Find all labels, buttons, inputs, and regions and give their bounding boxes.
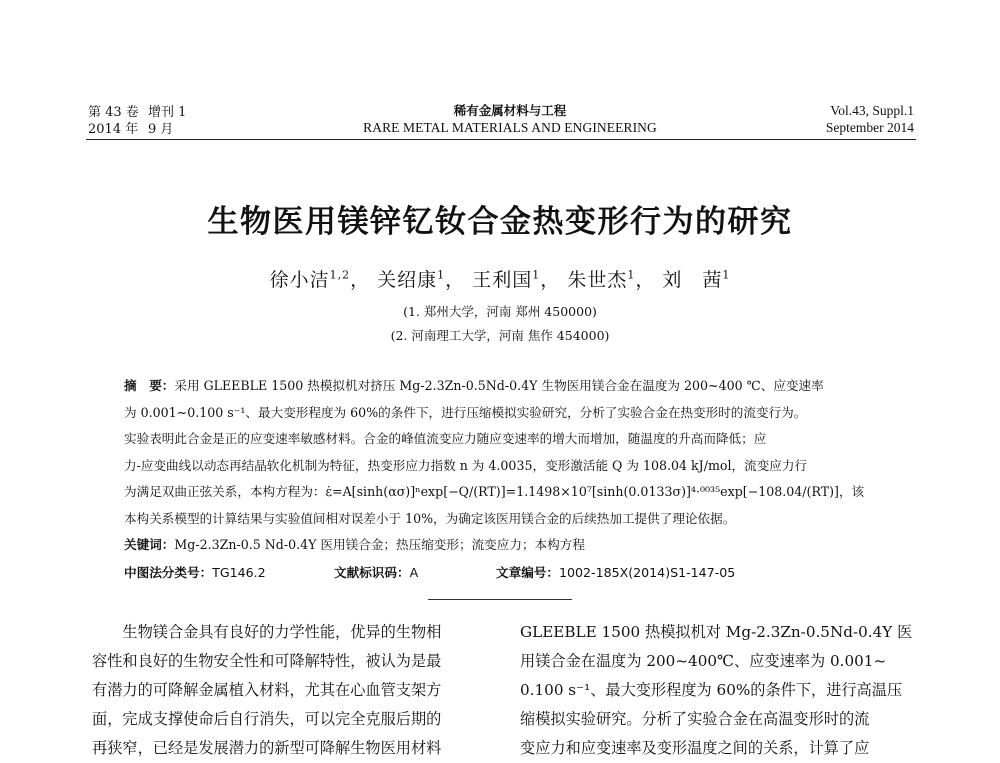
affiliation-1: (1. 郑州大学，河南 郑州 450000) [403, 304, 597, 319]
date-en: September 2014 [825, 120, 914, 135]
paper-title: 生物医用镁锌钇钕合金热变形行为的研究 [207, 204, 793, 240]
volume-cn: 第 43 卷 [88, 105, 139, 120]
month-cn: 9 月 [148, 122, 174, 137]
keywords [124, 532, 890, 559]
body-line: 0.100 s⁻¹、最大变形程度为 60%的条件下，进行高温压 [520, 681, 903, 699]
document-code: 文献标识码：A [334, 565, 419, 580]
abstract-label: 摘 要： [124, 378, 175, 393]
body-line: 缩模拟实验研究。分析了实验合金在高温变形时的流 [520, 710, 870, 728]
abstract-line: 摘 要：采用 GLEEBLE 1500 热模拟机对挤压 Mg-2.3Zn-0.5Nd-0.4Y 生物医用镁合金在温度为 200~400 ℃、应变速率 [124, 378, 824, 393]
supplement-cn: 增刊 1 [148, 105, 187, 120]
abstract-line: 实验表明此合金是正的应变速率敏感材料。合金的峰值流变应力随应变速率的增大而增加，随温度的升高而降低；应 [124, 431, 767, 446]
body-column-left [92, 618, 494, 763]
section-divider [428, 599, 572, 600]
journal-volume-en [826, 102, 914, 136]
abstract [124, 373, 890, 559]
abstract-line: 为 0.001~0.100 s⁻¹、最大变形程度为 60%的条件下，进行压缩模拟实验研究，分析了实验合金在热变形时的流变行为。 [124, 404, 807, 420]
body-line: 面，完成支撑使命后自行消失，可以完全克服后期的 [92, 710, 442, 728]
abstract-line: 力-应变曲线以动态再结晶软化机制为特征，热变形应力指数 n 为 4.0035，变形激活能 Q 为 108.04 kJ/mol，流变应力行 [124, 457, 808, 473]
body-line: 有潜力的可降解金属植入材料，尤其在心血管支架方 [92, 681, 442, 699]
journal-name-cn: 稀有金属材料与工程 [453, 103, 567, 118]
body-line: 用镁合金在温度为 200~400℃、应变速率为 0.001~ [520, 652, 887, 670]
body-line: 再狭窄，已经是发展潜力的新型可降解生物医用材料 [92, 739, 442, 757]
body-line: GLEEBLE 1500 热模拟机对 Mg-2.3Zn-0.5Nd-0.4Y 医 [520, 623, 913, 641]
author: 王利国$^1$， [472, 268, 561, 291]
author: 徐小洁$^{1,2}$， [269, 268, 371, 291]
article-number: 文章编号：1002-185X(2014)S1-147-05 [496, 565, 736, 580]
abstract-line: 为满足双曲正弦关系，本构方程为：ε̇=A[sinh(ασ)]ⁿexp[−Q/(RT)]=1.1498×10⁷[sinh(0.0133σ)]⁴·⁰⁰³⁵exp[−108.04/(RT)]，该 [124, 484, 865, 499]
journal-name-en: RARE METAL MATERIALS AND ENGINEERING [363, 120, 657, 135]
author: 刘 茜$^1$ [662, 268, 731, 291]
body-line: 容性和良好的生物安全性和可降解特性，被认为是最 [92, 652, 442, 670]
author: 朱世杰$^1$， [567, 268, 656, 291]
journal-issue-info [88, 104, 186, 138]
body-line: 变应力和应变速率及变形温度之间的关系，计算了应 [520, 739, 870, 757]
body-column-right [520, 618, 922, 763]
journal-name [340, 102, 680, 136]
body-line: 生物镁合金具有良好的力学性能，优异的生物相 [92, 623, 442, 641]
clc-number: 中图法分类号：TG146.2 [124, 565, 266, 580]
affiliation-2: (2. 河南理工大学，河南 焦作 454000) [390, 328, 610, 343]
header-rule [86, 139, 916, 140]
volume-en: Vol.43, Suppl.1 [830, 103, 914, 118]
keywords-label: 关键词： [124, 537, 175, 552]
author: 关绍康$^1$， [377, 268, 466, 291]
year-cn: 2014 年 [88, 122, 139, 137]
keywords-text: Mg-2.3Zn-0.5 Nd-0.4Y 医用镁合金；热压缩变形；流变应力；本构方程 [174, 537, 585, 552]
abstract-line: 本构关系模型的计算结果与实验值间相对误差小于 10%，为确定该医用镁合金的后续热加工提供了理论依据。 [124, 510, 736, 526]
author-list [0, 265, 1000, 292]
